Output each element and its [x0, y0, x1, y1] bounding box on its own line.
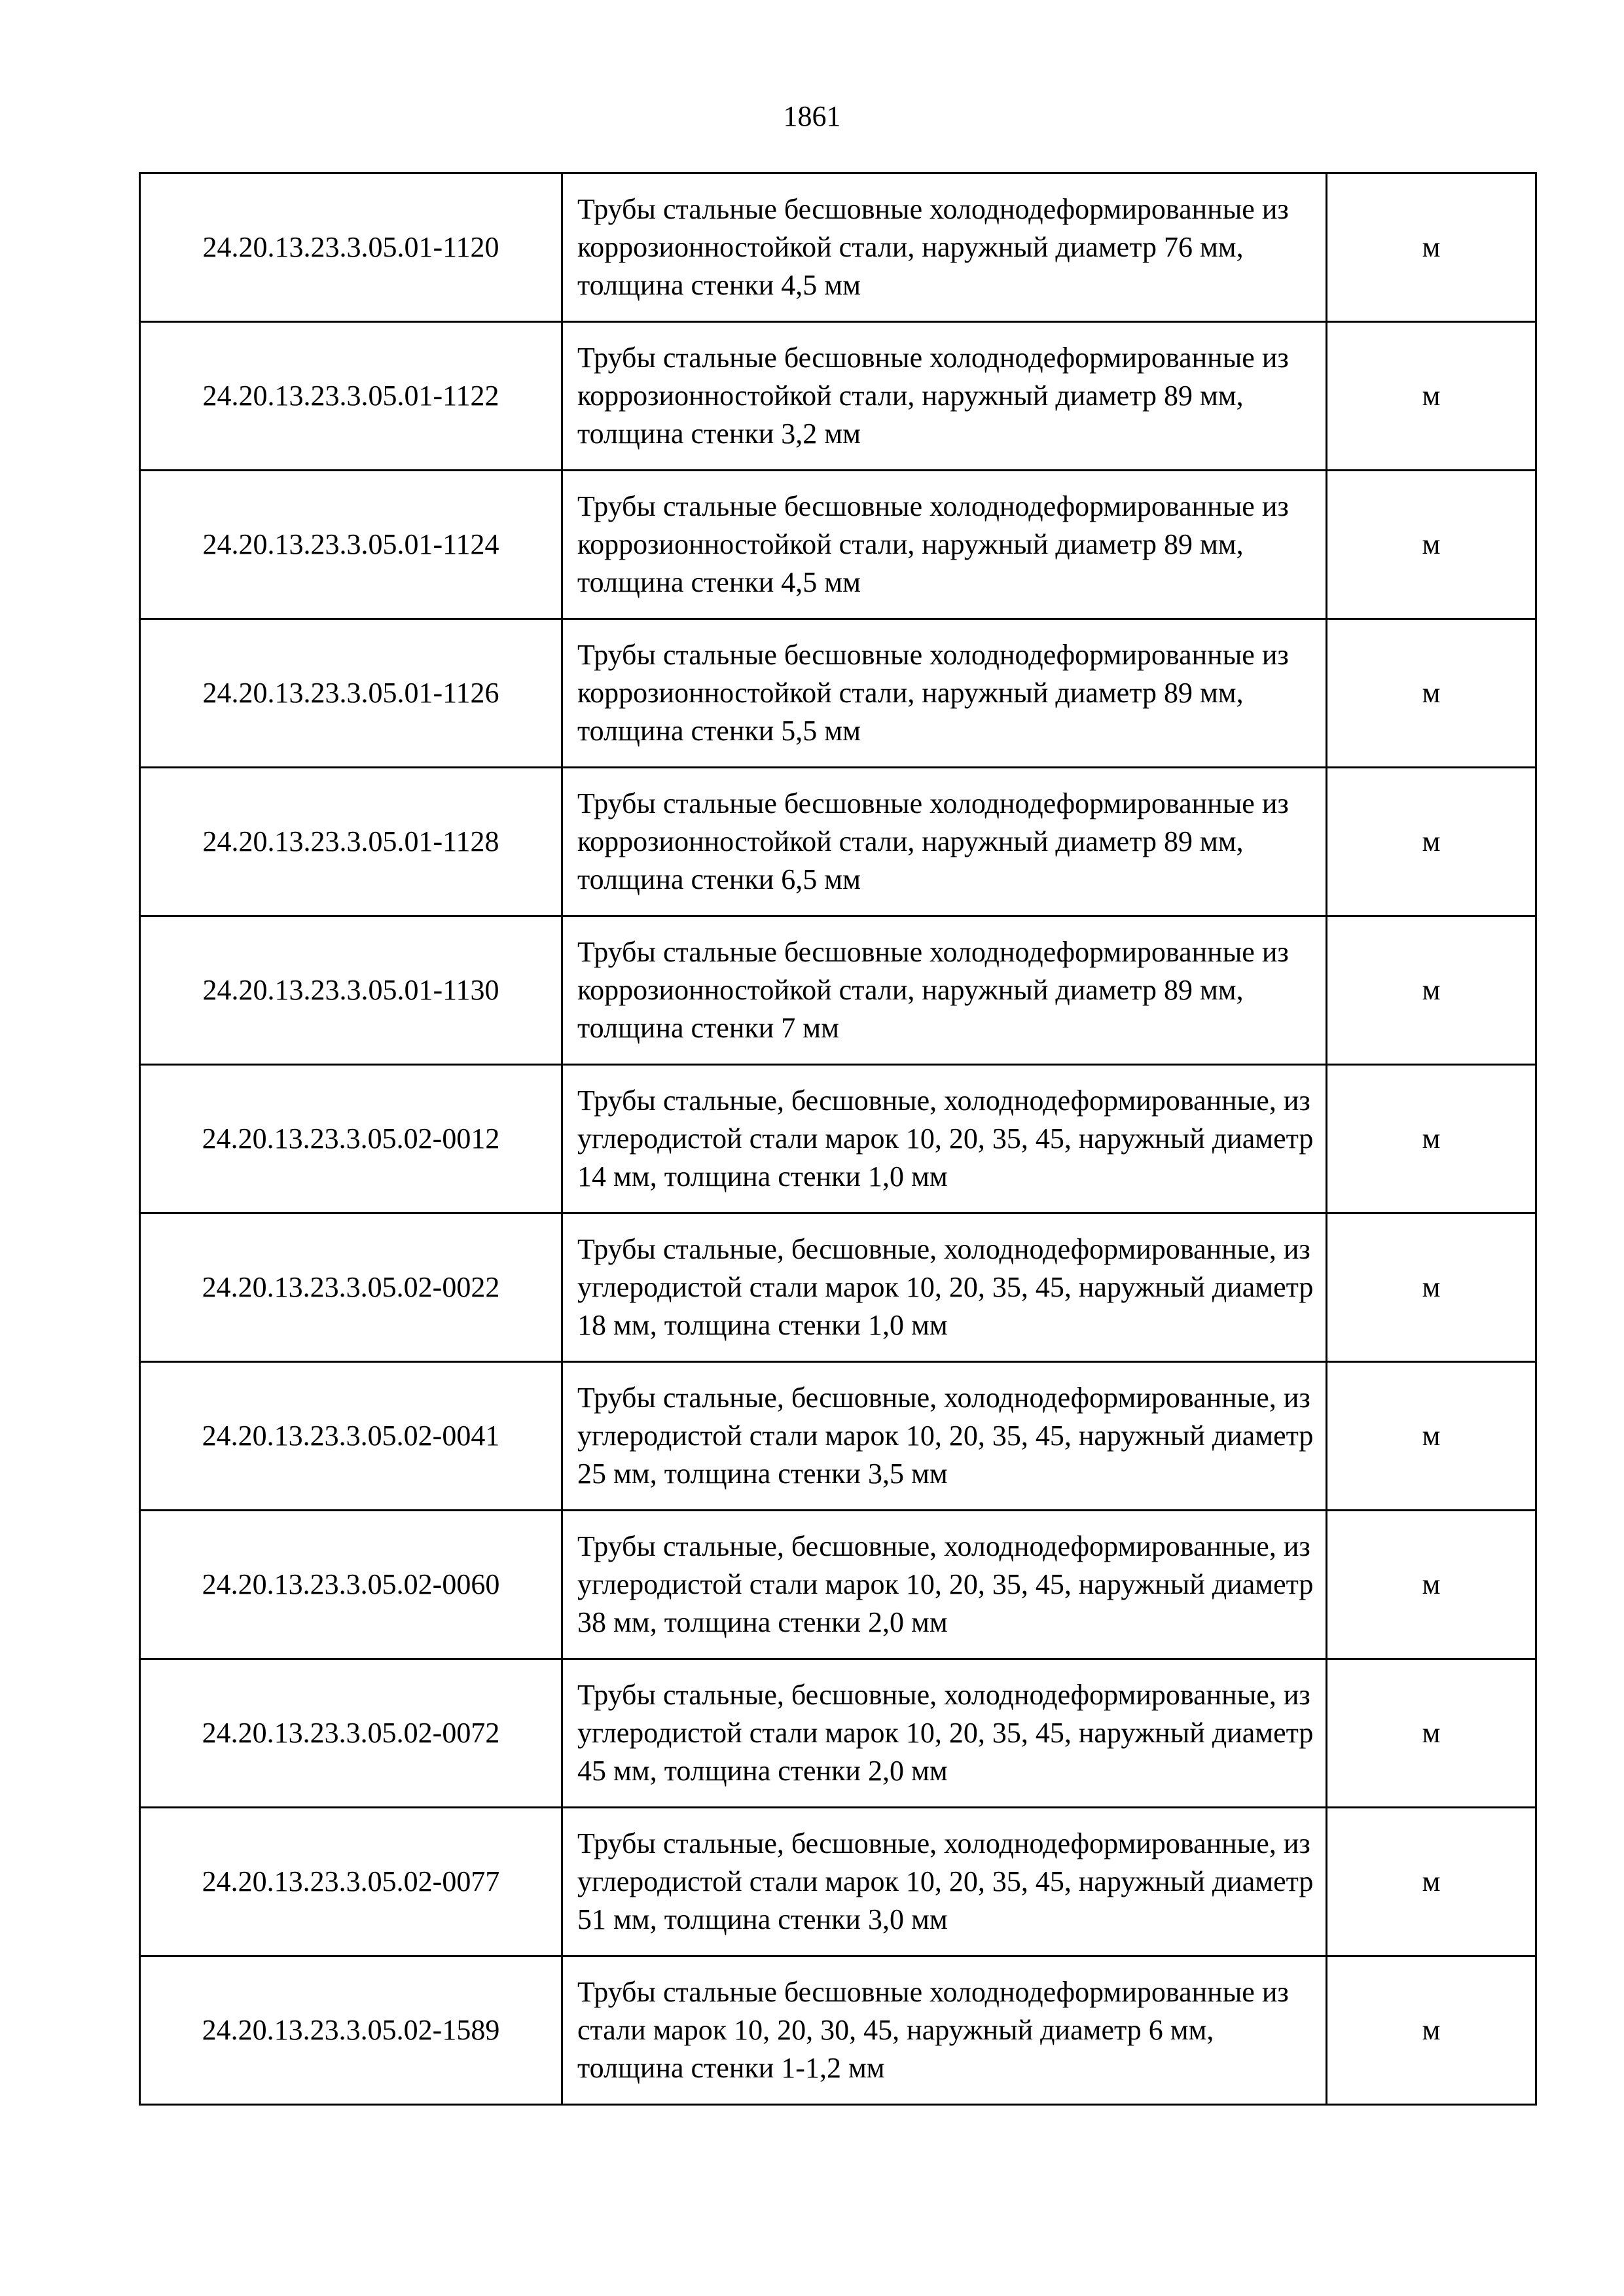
code-cell: 24.20.13.23.3.05.01-1130	[140, 916, 562, 1065]
unit-cell: м	[1327, 1213, 1536, 1362]
table-row	[140, 1511, 1536, 1659]
materials-table	[139, 172, 1537, 2106]
table-row	[140, 1065, 1536, 1213]
code-cell: 24.20.13.23.3.05.02-0072	[140, 1659, 562, 1808]
code-cell: 24.20.13.23.3.05.02-0060	[140, 1511, 562, 1659]
table-row	[140, 916, 1536, 1065]
unit-cell: м	[1327, 322, 1536, 471]
unit-cell: м	[1327, 1956, 1536, 2105]
table-row	[140, 1362, 1536, 1511]
table-row	[140, 322, 1536, 471]
page-number: 1861	[783, 100, 841, 132]
description-cell: Трубы стальные бесшовные холоднодеформированные из коррозионностойкой стали, наружный диаметр 76 мм, толщина стенки 4,5 мм	[562, 173, 1327, 322]
code-cell: 24.20.13.23.3.05.01-1126	[140, 619, 562, 768]
code-cell: 24.20.13.23.3.05.02-0022	[140, 1213, 562, 1362]
description-cell: Трубы стальные бесшовные холоднодеформированные из коррозионностойкой стали, наружный диаметр 89 мм, толщина стенки 4,5 мм	[562, 471, 1327, 619]
table-row	[140, 173, 1536, 322]
unit-cell: м	[1327, 1659, 1536, 1808]
description-cell: Трубы стальные бесшовные холоднодеформированные из коррозионностойкой стали, наружный диаметр 89 мм, толщина стенки 7 мм	[562, 916, 1327, 1065]
table-row	[140, 1659, 1536, 1808]
description-cell: Трубы стальные бесшовные холоднодеформированные из коррозионностойкой стали, наружный диаметр 89 мм, толщина стенки 6,5 мм	[562, 768, 1327, 916]
code-cell: 24.20.13.23.3.05.02-0012	[140, 1065, 562, 1213]
table-row	[140, 619, 1536, 768]
code-cell: 24.20.13.23.3.05.01-1124	[140, 471, 562, 619]
code-cell: 24.20.13.23.3.05.02-0077	[140, 1808, 562, 1956]
description-cell: Трубы стальные, бесшовные, холоднодеформированные, из углеродистой стали марок 10, 20, 35, 45, наружный диаметр 25 мм, толщина стенки 3,5 мм	[562, 1362, 1327, 1511]
unit-cell: м	[1327, 173, 1536, 322]
unit-cell: м	[1327, 1808, 1536, 1956]
table-row	[140, 1213, 1536, 1362]
table-row	[140, 768, 1536, 916]
description-cell: Трубы стальные бесшовные холоднодеформированные из стали марок 10, 20, 30, 45, наружный диаметр 6 мм, толщина стенки 1-1,2 мм	[562, 1956, 1327, 2105]
description-cell: Трубы стальные, бесшовные, холоднодеформированные, из углеродистой стали марок 10, 20, 35, 45, наружный диаметр 18 мм, толщина стенки 1,0 мм	[562, 1213, 1327, 1362]
table-row	[140, 1808, 1536, 1956]
unit-cell: м	[1327, 916, 1536, 1065]
unit-cell: м	[1327, 1065, 1536, 1213]
code-cell: 24.20.13.23.3.05.02-1589	[140, 1956, 562, 2105]
code-cell: 24.20.13.23.3.05.01-1120	[140, 173, 562, 322]
unit-cell: м	[1327, 471, 1536, 619]
code-cell: 24.20.13.23.3.05.02-0041	[140, 1362, 562, 1511]
description-cell: Трубы стальные, бесшовные, холоднодеформированные, из углеродистой стали марок 10, 20, 35, 45, наружный диаметр 51 мм, толщина стенки 3,0 мм	[562, 1808, 1327, 1956]
code-cell: 24.20.13.23.3.05.01-1122	[140, 322, 562, 471]
description-cell: Трубы стальные, бесшовные, холоднодеформированные, из углеродистой стали марок 10, 20, 35, 45, наружный диаметр 45 мм, толщина стенки 2,0 мм	[562, 1659, 1327, 1808]
unit-cell: м	[1327, 619, 1536, 768]
description-cell: Трубы стальные бесшовные холоднодеформированные из коррозионностойкой стали, наружный диаметр 89 мм, толщина стенки 3,2 мм	[562, 322, 1327, 471]
table-body	[140, 173, 1536, 2105]
unit-cell: м	[1327, 1362, 1536, 1511]
table-row	[140, 1956, 1536, 2105]
description-cell: Трубы стальные бесшовные холоднодеформированные из коррозионностойкой стали, наружный диаметр 89 мм, толщина стенки 5,5 мм	[562, 619, 1327, 768]
unit-cell: м	[1327, 768, 1536, 916]
description-cell: Трубы стальные, бесшовные, холоднодеформированные, из углеродистой стали марок 10, 20, 35, 45, наружный диаметр 38 мм, толщина стенки 2,0 мм	[562, 1511, 1327, 1659]
table-row	[140, 471, 1536, 619]
code-cell: 24.20.13.23.3.05.01-1128	[140, 768, 562, 916]
unit-cell: м	[1327, 1511, 1536, 1659]
description-cell: Трубы стальные, бесшовные, холоднодеформированные, из углеродистой стали марок 10, 20, 35, 45, наружный диаметр 14 мм, толщина стенки 1,0 мм	[562, 1065, 1327, 1213]
